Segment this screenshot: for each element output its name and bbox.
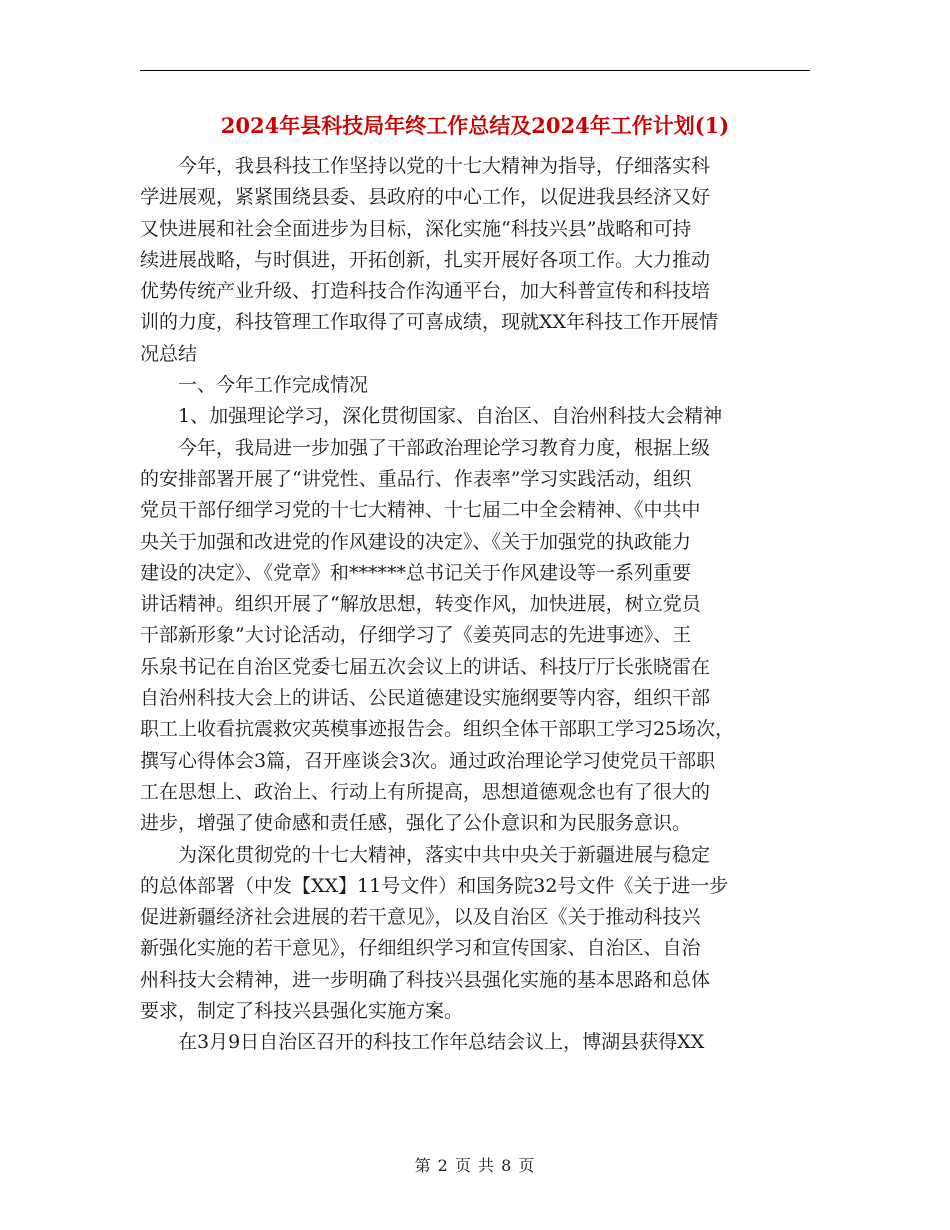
text-line: 乐泉书记在自治区党委七届五次会议上的讲话、科技厅厅长张晓雷在	[140, 655, 711, 678]
text-line: 州科技大会精神，进一步明确了科技兴县强化实施的基本思路和总体	[140, 968, 711, 991]
section-heading	[140, 370, 810, 401]
text-line: 况总结	[140, 342, 198, 365]
text-line: 党员干部仔细学习党的十七大精神、十七届二中全会精神、《中共中	[140, 499, 701, 522]
text-line: 的总体部署（中发【XX】11号文件）和国务院32号文件《关于进一步	[140, 874, 729, 897]
text-line: 又快进展和社会全面进步为目标，深化实施“科技兴县”战略和可持	[140, 217, 692, 240]
text-line: 的安排部署开展了“讲党性、重品行、作表率”学习实践活动，组织	[140, 467, 692, 490]
text-line: 职工上收看抗震救灾英模事迹报告会。组织全体干部职工学习25场次，	[140, 718, 735, 741]
text-line: 讲话精神。组织开展了“解放思想，转变作风，加快进展，树立党员	[140, 593, 701, 616]
text-line: 要求，制定了科技兴县强化实施方案。	[140, 1000, 464, 1023]
text-line: 促进新疆经济社会进展的若干意见》，以及自治区《关于推动科技兴	[140, 906, 701, 929]
text-line: 撰写心得体会3篇，召开座谈会3次。通过政治理论学习使党员干部职	[140, 749, 716, 772]
text-line: 新强化实施的若干意见》，仔细组织学习和宣传国家、自治区、自治	[140, 937, 701, 960]
text-line: 优势传统产业升级、打造科技合作沟通平台，加大科普宣传和科技培	[140, 280, 711, 303]
paragraph-theory-study	[140, 433, 810, 840]
text-line: 工在思想上、政治上、行动上有所提高，思想道德观念也有了很大的	[140, 780, 711, 803]
text-line: 一、今年工作完成情况	[178, 374, 369, 397]
text-line: 今年，我县科技工作坚持以党的十七大精神为指导，仔细落实科	[178, 155, 711, 177]
page-number: 第 2 页 共 8 页	[414, 1156, 536, 1175]
text-line: 训的力度，科技管理工作取得了可喜成绩，现就XX年科技工作开展情	[140, 311, 719, 334]
header-rule	[140, 70, 810, 71]
text-line: 在3月9日自治区召开的科技工作年总结会议上，博湖县获得XX	[178, 1031, 705, 1054]
paragraph-march-meeting	[140, 1027, 810, 1058]
text-line: 央关于加强和改进党的作风建设的决定》、《关于加强党的执政能力	[140, 530, 692, 553]
text-line: 学进展观，紧紧围绕县委、县政府的中心工作，以促进我县经济又好	[140, 186, 711, 209]
document-body	[140, 151, 810, 1059]
text-line: 干部新形象”大讨论活动，仔细学习了《姜英同志的先进事迹》、王	[140, 624, 692, 647]
text-line: 续进展战略，与时俱进，开拓创新，扎实开展好各项工作。大力推动	[140, 248, 711, 271]
text-line: 为深化贯彻党的十七大精神，落实中共中央关于新疆进展与稳定	[178, 843, 711, 866]
paragraph-intro	[140, 151, 810, 370]
subsection-heading	[140, 401, 810, 432]
text-line: 今年，我局进一步加强了干部政治理论学习教育力度，根据上级	[178, 436, 711, 459]
text-line: 自治州科技大会上的讲话、公民道德建设实施纲要等内容，组织干部	[140, 687, 711, 710]
text-line: 1、加强理论学习，深化贯彻国家、自治区、自治州科技大会精神	[178, 405, 723, 428]
text-line: 建设的决定》、《党章》和******总书记关于作风建设等一系列重要	[140, 561, 692, 584]
text-line: 进步，增强了使命感和责任感，强化了公仆意识和为民服务意识。	[140, 812, 692, 835]
paragraph-xinjiang-policy	[140, 840, 810, 1028]
document-title: 2024年县科技局年终工作总结及2024年工作计划(1)	[220, 113, 730, 138]
